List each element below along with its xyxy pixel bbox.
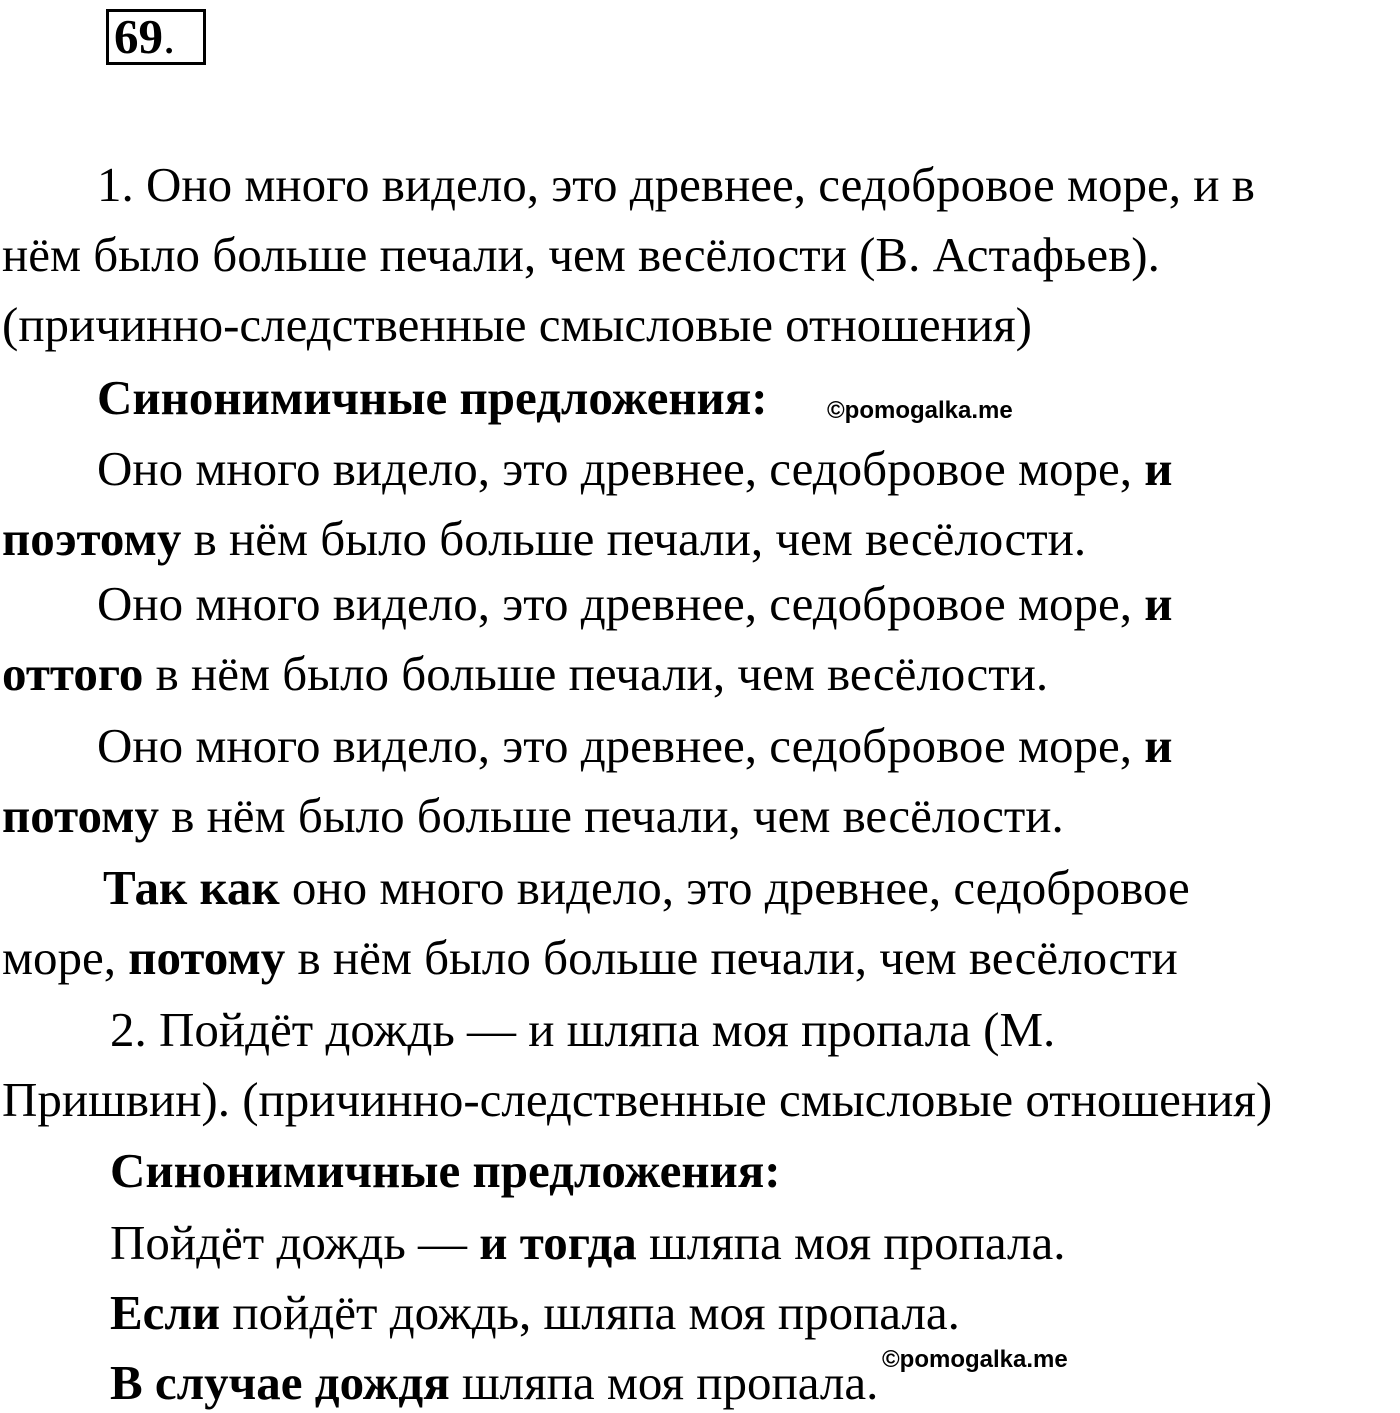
variant-1-line-2: поэтому в нём было больше печали, чем весёлости. — [2, 511, 1087, 566]
sentence-1-line-1: 1. Оно много видело, это древнее, седобровое море, и в — [97, 157, 1255, 212]
variant-4-line-2: море, потому в нём было больше печали, чем весёлости — [2, 930, 1178, 985]
synonyms-heading-2: Синонимичные предложения: — [110, 1143, 781, 1198]
section2-variant-2: Если пойдёт дождь, шляпа моя пропала. — [110, 1285, 960, 1340]
sentence-2-line-2: Пришвин). (причинно-следственные смысловые отношения) — [2, 1072, 1273, 1127]
section2-variant-3: В случае дождя шляпа моя пропала. — [110, 1355, 879, 1410]
variant-3-line-2: потому в нём было больше печали, чем весёлости. — [2, 788, 1064, 843]
section2-variant-1: Пойдёт дождь — и тогда шляпа моя пропала. — [110, 1215, 1066, 1270]
variant-2-line-2: оттого в нём было больше печали, чем весёлости. — [2, 646, 1049, 701]
variant-2-line-1: Оно много видело, это древнее, седобровое море, и — [97, 576, 1173, 631]
variant-4-line-1: Так как оно много видело, это древнее, седобровое — [103, 860, 1190, 915]
sentence-2-line-1: 2. Пойдёт дождь — и шляпа моя пропала (М. — [110, 1002, 1056, 1057]
watermark-1: ©pomogalka.me — [827, 397, 1013, 424]
sentence-1-line-2: нём было больше печали, чем весёлости (В. Астафьев). — [2, 227, 1160, 282]
task-number: 69. — [114, 9, 176, 64]
variant-3-line-1: Оно много видело, это древнее, седобровое море, и — [97, 718, 1173, 773]
watermark-2: ©pomogalka.me — [882, 1346, 1068, 1373]
synonyms-heading-1: Синонимичные предложения: — [97, 370, 768, 425]
variant-1-line-1: Оно много видело, это древнее, седобровое море, и — [97, 441, 1173, 496]
sentence-1-relation: (причинно-следственные смысловые отношения) — [2, 297, 1032, 352]
